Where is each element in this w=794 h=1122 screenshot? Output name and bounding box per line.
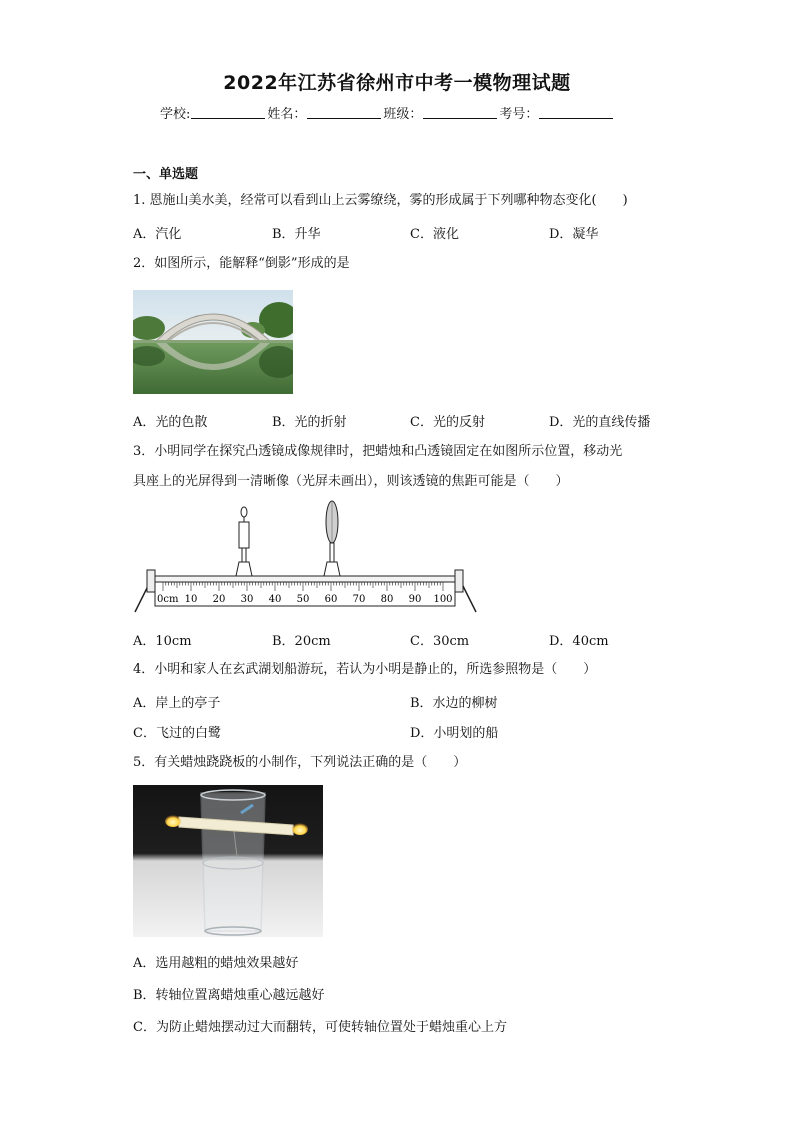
option-d: D．凝华 bbox=[549, 227, 599, 242]
option-b: B．光的折射 bbox=[272, 415, 347, 430]
page-title: 2022年江苏省徐州市中考一模物理试题 bbox=[223, 72, 571, 94]
bridge-reflection-photo bbox=[133, 290, 293, 394]
question-1-stem: 1. 恩施山美水美，经常可以看到山上云雾缭绕，雾的形成属于下列哪种物态变化( ) bbox=[133, 193, 628, 208]
question-5-stem: 5．有关蜡烛跷跷板的小制作，下列说法正确的是（ ） bbox=[133, 755, 467, 770]
ruler-tick-label: 50 bbox=[296, 594, 310, 605]
option-d: D．40cm bbox=[549, 634, 609, 649]
ruler-tick-label: 0cm bbox=[157, 594, 179, 605]
option-a: A．选用越粗的蜡烛效果越好 bbox=[133, 956, 299, 971]
class-blank bbox=[423, 106, 497, 119]
option-c: C．液化 bbox=[410, 227, 459, 242]
option-c: C．飞过的白鹭 bbox=[133, 726, 221, 741]
student-info-line bbox=[160, 103, 615, 122]
ruler-tick-label: 100 bbox=[433, 594, 453, 605]
option-d: D．光的直线传播 bbox=[549, 415, 651, 430]
ruler-tick-label: 30 bbox=[240, 594, 254, 605]
option-d: D．小明划的船 bbox=[410, 726, 499, 741]
option-a: A．岸上的亭子 bbox=[133, 696, 221, 711]
question-4-stem: 4．小明和家人在玄武湖划船游玩，若认为小明是静止的，所选参照物是（ ） bbox=[133, 662, 597, 677]
name-blank bbox=[307, 106, 381, 119]
exam-no-label: 考号： bbox=[499, 107, 539, 122]
option-a: A．光的色散 bbox=[133, 415, 208, 430]
ruler-tick-label: 90 bbox=[408, 594, 422, 605]
ruler-tick-label: 40 bbox=[268, 594, 282, 605]
candle-seesaw-photo bbox=[133, 785, 323, 937]
option-a: A．10cm bbox=[133, 634, 192, 649]
school-blank bbox=[191, 106, 265, 119]
exam-no-blank bbox=[539, 106, 613, 119]
name-label: 姓名： bbox=[267, 107, 307, 122]
question-2-stem: 2．如图所示，能解释“倒影”形成的是 bbox=[133, 256, 350, 271]
section-title: 一、单选题 bbox=[133, 167, 199, 182]
option-c: C．30cm bbox=[410, 634, 470, 649]
optical-bench-diagram bbox=[133, 500, 478, 618]
ruler-tick-label: 70 bbox=[352, 594, 366, 605]
option-b: B．水边的柳树 bbox=[410, 696, 498, 711]
ruler-tick-label: 10 bbox=[184, 594, 198, 605]
ruler-tick-label: 80 bbox=[380, 594, 394, 605]
ruler-tick-label: 60 bbox=[324, 594, 338, 605]
school-label: 学校: bbox=[160, 107, 191, 122]
option-c: C．为防止蜡烛摆动过大而翻转，可使转轴位置处于蜡烛重心上方 bbox=[133, 1020, 507, 1035]
option-b: B．升华 bbox=[272, 227, 321, 242]
question-3-stem-line-2: 具座上的光屏得到一清晰像（光屏未画出），则该透镜的焦距可能是（ ） bbox=[133, 474, 569, 489]
class-label: 班级： bbox=[383, 107, 423, 122]
option-a: A．汽化 bbox=[133, 227, 182, 242]
option-c: C．光的反射 bbox=[410, 415, 485, 430]
ruler-tick-label: 20 bbox=[212, 594, 226, 605]
question-3-stem-line-1: 3．小明同学在探究凸透镜成像规律时，把蜡烛和凸透镜固定在如图所示位置，移动光 bbox=[133, 444, 623, 459]
option-b: B．20cm bbox=[272, 634, 331, 649]
option-b: B．转轴位置离蜡烛重心越远越好 bbox=[133, 988, 325, 1003]
